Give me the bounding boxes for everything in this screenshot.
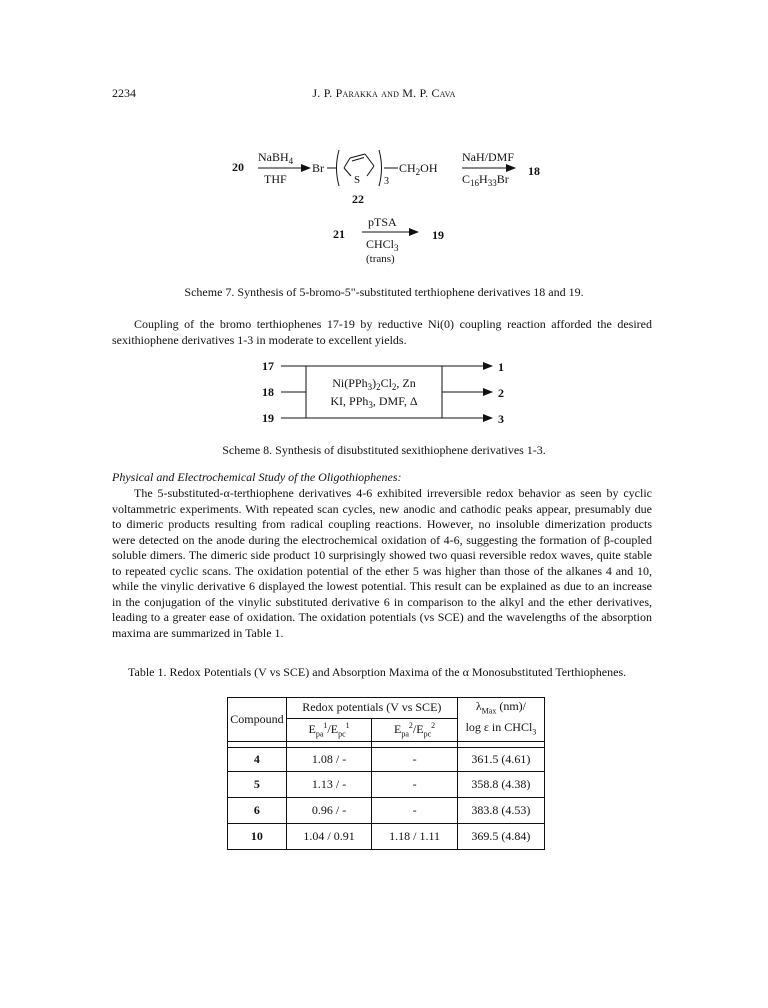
running-header-authors: J. P. Parakka and M. P. Cava: [312, 86, 456, 100]
scheme7-step3-note: (trans): [366, 253, 395, 265]
header-e1: $E_{pa}^1/E_{pc}^1$: [286, 718, 372, 741]
bromo-atom: Br: [312, 161, 324, 175]
scheme8-input-18: 18: [262, 385, 274, 399]
header-lambda-line2: log ε in CHCl$_3$: [465, 720, 537, 737]
paragraph-electrochemistry: The 5-substituted-α-terthiophene derivatives 4-6 exhibited irreversible redox behavior as seen by cyclic voltammetric experiments. With repeated scan cycles, new anodic and cathodic peaks appear, presumably due to dimeric products resulting from radical coupling reactions. However, no insoluble dimerization products were detected on the anode during the electrochemical oxidation of 4-6, suggesting the formation of β-coupled soluble dimers. The dimeric side product 10 surprisingly showed two quasi reversible redox waves, quite stable to repeated cyclic scans. The oxidation potential of the ether 5 was higher than those of the alkanes 4 and 10, while the vinylic derivative 6 displayed the lowest potential. This result can be explained as due to an increase in the conjugation of the vinylic substituted derivative 6 in comparison to the alkyl and the ether derivatives, leading to a greater ease of oxidation. The oxidation potentials (vs SCE) and the wavelengths of the absorption maxima are summarized in Table 1.: [112, 486, 652, 640]
bracket-right: [379, 150, 382, 186]
scheme7-step3-solvent: CHCl$_3$: [366, 237, 399, 253]
table-row: 4 1.08 / - - 361.5 (4.61): [228, 747, 545, 771]
scheme7-product-18: 18: [528, 164, 540, 178]
header-redox-group: Redox potentials (V vs SCE): [286, 698, 457, 719]
table1: [227, 697, 545, 850]
scheme7-product-19: 19: [432, 228, 444, 242]
scheme8-output-2: 2: [498, 386, 504, 400]
scheme8-diagram: [262, 359, 504, 426]
header-lambda: [457, 698, 544, 742]
scheme7-step3-reagent: pTSA: [368, 215, 397, 229]
table-row: 6 0.96 / - - 383.8 (4.53): [228, 797, 545, 823]
scheme7-step1-reagent: NaBH$_4$: [258, 150, 294, 166]
table1-caption: Table 1. Redox Potentials (V vs SCE) and Absorption Maxima of the α Monosubstituted Terthiophenes.: [128, 665, 627, 679]
table-row: 5 1.13 / - - 358.8 (4.38): [228, 771, 545, 797]
header-lambda-line1: $\lambda_{Max}$ (nm)/: [475, 699, 526, 716]
scheme7-start-compound-21: 21: [333, 227, 345, 241]
scheme7-intermediate-label: 22: [352, 192, 364, 206]
scheme7-caption: Scheme 7. Synthesis of 5-bromo-5"-substituted terthiophene derivatives 18 and 19.: [184, 285, 584, 299]
page-number: 2234: [112, 86, 136, 100]
scheme7-step1-solvent: THF: [264, 172, 287, 186]
scheme7-start-compound: 20: [232, 160, 244, 174]
scheme8-caption: Scheme 8. Synthesis of disubstituted sexithiophene derivatives 1-3.: [222, 443, 546, 457]
repeat-count: 3: [384, 176, 389, 187]
table-row: 10 1.04 / 0.91 1.18 / 1.11 369.5 (4.84): [228, 823, 545, 849]
header-e2: $E_{pa}^2/E_{pc}^2$: [372, 718, 458, 741]
bracket-left: [337, 150, 340, 186]
scheme8-output-1: 1: [498, 360, 504, 374]
header-compound: Compound: [228, 698, 287, 742]
paragraph-coupling: Coupling of the bromo terthiophenes 17-19 by reductive Ni(0) coupling reaction afforded the desired sexithiophene derivatives 1-3 in moderate to excellent yields.: [112, 317, 652, 347]
scheme8-reagent-line1: $Ni(PPh_3)_2Cl_2$, Zn: [332, 376, 416, 392]
scheme7-step2-reagent: NaH/DMF: [462, 150, 515, 164]
scheme8-input-19: 19: [262, 411, 274, 425]
scheme8-reagent-box: [306, 366, 442, 418]
hydroxymethyl-group: $CH_2OH$: [399, 161, 438, 177]
scheme7-step2-reagent2: $C_{16}H_{33}Br$: [462, 172, 509, 188]
section-heading: Physical and Electrochemical Study of the Oligothiophenes:: [112, 470, 402, 484]
thiophene-structure-22: [312, 150, 438, 187]
scheme8-input-17: 17: [262, 359, 274, 373]
sulfur-atom: S: [354, 174, 361, 186]
scheme8-reagent-line2: KI, PPh$_3$, DMF, Δ: [330, 394, 418, 410]
scheme8-output-3: 3: [498, 412, 504, 426]
